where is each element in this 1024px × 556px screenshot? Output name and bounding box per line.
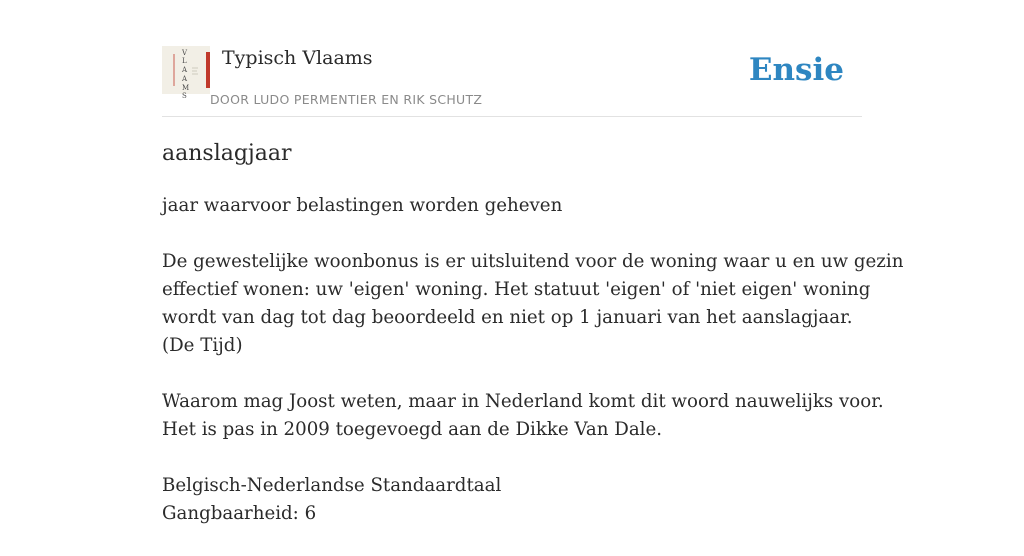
- entry-body: [162, 192, 904, 556]
- entry-header: [162, 0, 862, 117]
- avatar-letter: M: [182, 84, 190, 92]
- entry-card: [162, 0, 904, 524]
- example-line: wordt van dag tot dag beoordeeld en niet op 1 januari van het aanslagjaar.: [162, 307, 853, 328]
- example-line: effectief wonen: uw 'eigen' woning. Het statuut 'eigen' of 'niet eigen' woning: [162, 279, 871, 300]
- avatar-letter: L: [182, 57, 187, 65]
- dictionary-authors: DOOR LUDO PERMENTIER EN RIK SCHUTZ: [210, 92, 483, 107]
- usage-frequency: Gangbaarheid: 6: [162, 503, 317, 524]
- note-line: Het is pas in 2009 toegevoegd aan de Dikke Van Dale.: [162, 419, 663, 440]
- example-source: (De Tijd): [162, 335, 243, 356]
- avatar-letter: A: [182, 75, 188, 83]
- book-cover-icon: [162, 46, 210, 100]
- avatar-letter: S: [182, 92, 187, 100]
- category-line: Belgisch-Nederlandse Standaardtaal: [162, 475, 502, 496]
- entry-note: [162, 388, 884, 444]
- avatar-letter: A: [182, 66, 188, 74]
- ensie-logo[interactable]: Ensie: [748, 52, 844, 88]
- note-line: Waarom mag Joost weten, maar in Nederland komt dit woord nauwelijks voor.: [162, 391, 884, 412]
- entry-category: [162, 472, 862, 528]
- example-line: De gewestelijke woonbonus is er uitsluitend voor de woning waar u en uw gezin: [162, 251, 904, 272]
- dictionary-title[interactable]: Typisch Vlaams: [222, 47, 373, 69]
- definition-line: jaar waarvoor belastingen worden geheven: [162, 195, 563, 216]
- entry-headword: aanslagjaar: [162, 141, 292, 166]
- avatar-letter: V: [182, 49, 188, 57]
- entry-example: [162, 248, 904, 360]
- entry-definition: [162, 192, 862, 220]
- dictionary-avatar[interactable]: [162, 46, 210, 100]
